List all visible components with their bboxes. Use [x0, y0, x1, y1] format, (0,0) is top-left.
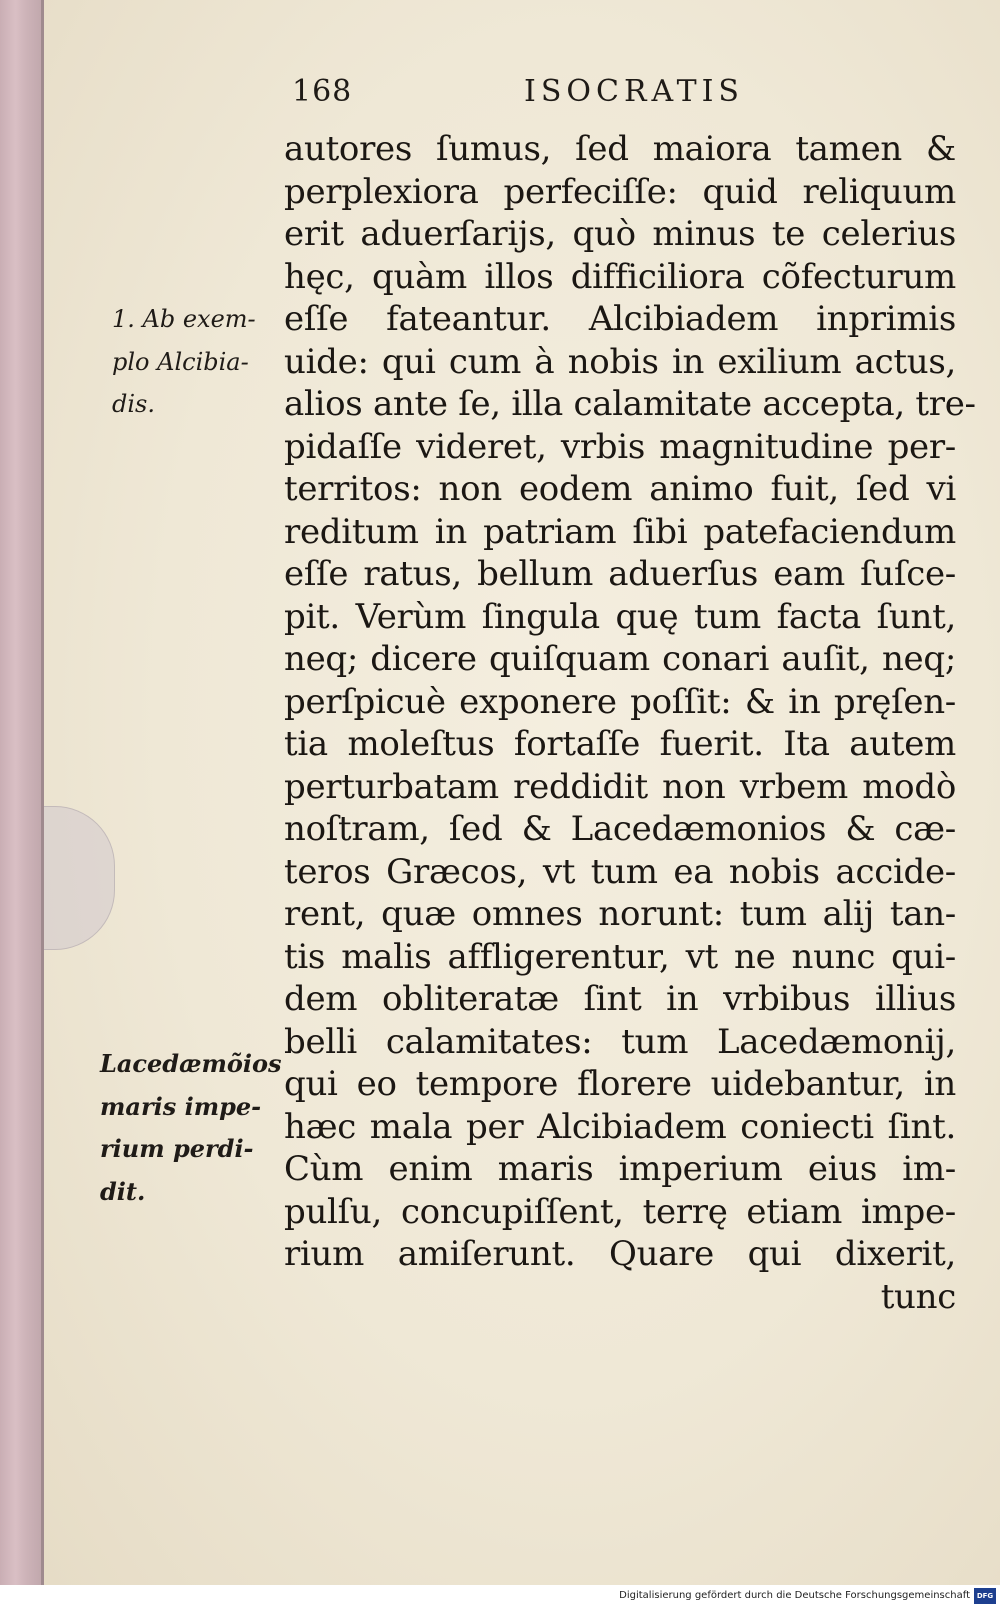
- text-line: hęc, quàm illos difficiliora cõfecturum: [284, 256, 956, 297]
- page-edge: [0, 0, 44, 1585]
- text-line: eſſe fateantur. Alcibiadem inprimis: [284, 299, 956, 339]
- body-text: [284, 128, 976, 1318]
- text-line: tis malis affligerentur, vt ne nunc qui-: [284, 936, 956, 977]
- marginal-note-line: dit.: [100, 1176, 146, 1206]
- text-line: perplexiora perfeciſſe: quid reliquum: [284, 171, 956, 212]
- page-number: 168: [292, 74, 353, 109]
- text-line: erit aduerſarijs, quò minus te celerius: [284, 214, 956, 254]
- text-line: reditum in patriam ſibi patefaciendum: [284, 511, 956, 552]
- text-line: pit. Verùm ſingula quę tum facta ſunt,: [284, 596, 956, 637]
- text-line: neq; dicere quiſquam conari auſit, neq;: [284, 639, 956, 679]
- text-line: perſpicuè exponere poſſit: & in pręſen-: [284, 681, 956, 722]
- text-line: uide: qui cum à nobis in exilium actus,: [284, 341, 956, 382]
- running-title: ISOCRATIS: [524, 74, 744, 109]
- clip-mark: [44, 806, 115, 950]
- text-line: teros Græcos, vt tum ea nobis accide-: [284, 851, 956, 892]
- text-line: alios ante ſe, illa calamitate accepta, tre-: [284, 384, 976, 424]
- page-header: [292, 74, 772, 120]
- marginal-note-line: dis.: [112, 390, 155, 418]
- marginal-note-alcibiades: [112, 298, 256, 426]
- marginal-note-lacedaemonians: [100, 1043, 282, 1213]
- text-line: tia moleſtus fortaſſe fuerit. Ita autem: [284, 724, 956, 764]
- text-line: eſſe ratus, bellum aduerſus eam ſuſce-: [284, 554, 956, 594]
- text-line: pulſu, concupiſſent, terrę etiam impe-: [284, 1191, 956, 1232]
- bleed-through-text: [100, 540, 220, 650]
- text-line: noſtram, ſed & Lacedæmonios & cæ-: [284, 809, 956, 849]
- text-line: pidaſſe videret, vrbis magnitudine per-: [284, 426, 956, 467]
- text-line: belli calamitates: tum Lacedæmonij,: [284, 1021, 956, 1062]
- text-line: autores ſumus, ſed maiora tamen &: [284, 129, 956, 169]
- text-line: Cùm enim maris imperium eius im-: [284, 1149, 956, 1189]
- text-line: rium amiſerunt. Quare qui dixerit,: [284, 1234, 956, 1274]
- catchword: tunc: [880, 1276, 956, 1317]
- marginal-note-line: Lacedæmõios: [100, 1049, 282, 1078]
- text-line: hæc mala per Alcibiadem coniecti ſint.: [284, 1106, 956, 1147]
- marginal-note-line: plo Alcibia-: [112, 347, 249, 376]
- text-line: dem obliteratæ ſint in vrbibus illius: [284, 979, 956, 1019]
- marginal-note-line: rium perdi-: [100, 1134, 254, 1163]
- text-line: qui eo tempore florere uidebantur, in: [284, 1064, 956, 1104]
- marginal-note-line: 1. Ab exem-: [112, 305, 256, 333]
- digitization-credit: Digitalisierung gefördert durch die Deutsche Forschungsgemeinschaft: [619, 1590, 970, 1601]
- text-line: rent, quæ omnes norunt: tum alij tan-: [284, 894, 956, 934]
- text-line: perturbatam reddidit non vrbem modò: [284, 766, 956, 807]
- marginal-note-line: maris impe-: [100, 1091, 262, 1121]
- dfg-logo: DFG: [974, 1588, 996, 1604]
- text-line: territos: non eodem animo fuit, ſed vi: [284, 469, 956, 509]
